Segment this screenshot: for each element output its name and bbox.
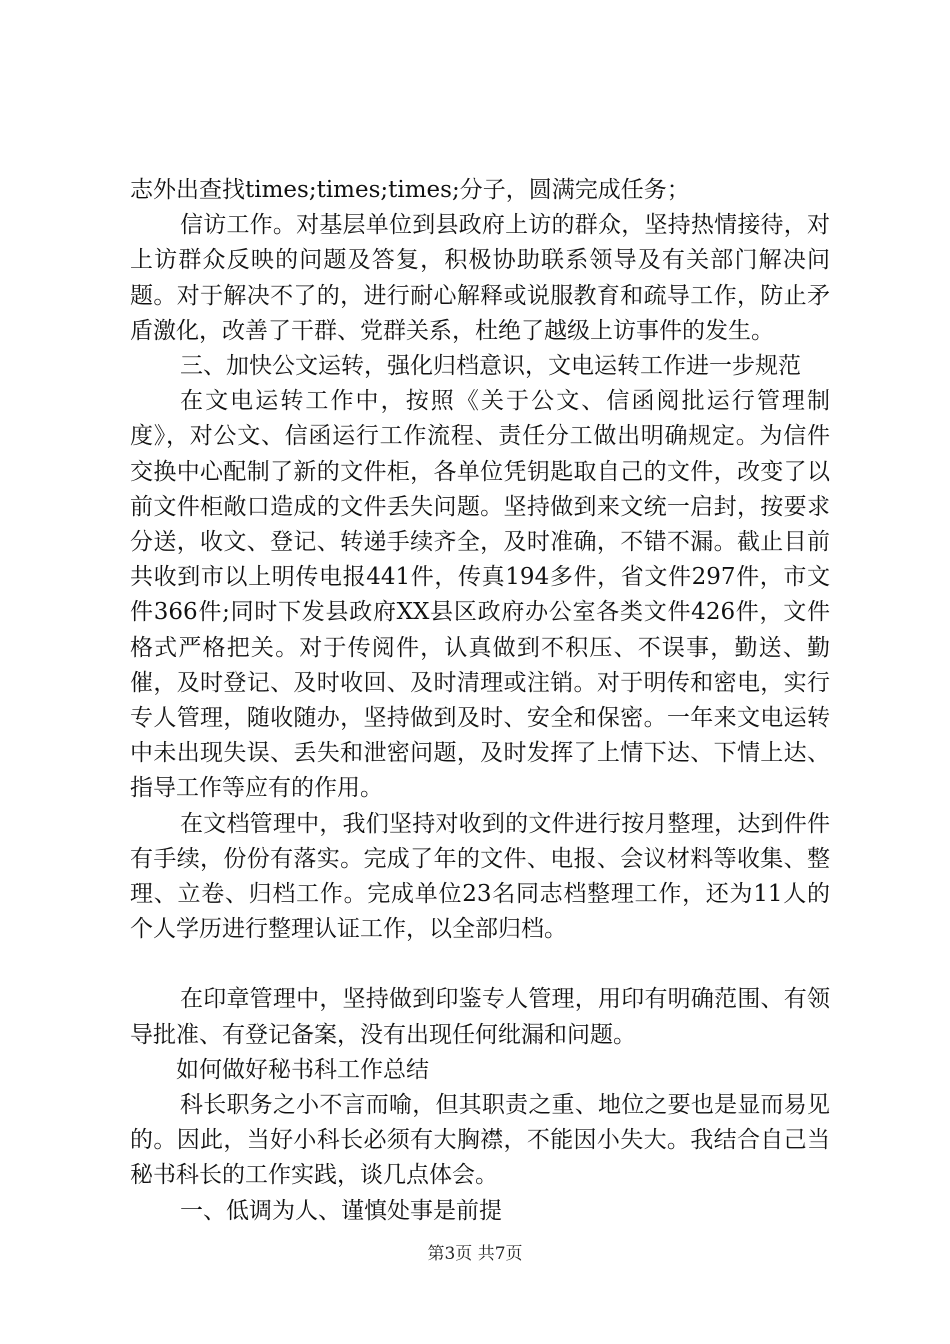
paragraph-archive-management: 在文档管理中，我们坚持对收到的文件进行按月整理，达到件件有手续，份份有落实。完成了年的文件、电报、会议材料等收集、整理、立卷、归档工作。完成单位23名同志档整理工作，还为11人的个人学历进行整理认证工作，以全部归档。 — [130, 810, 830, 943]
section-heading-document-flow: 三、加快公文运转，强化归档意识，文电运转工作进一步规范 — [180, 353, 801, 380]
paragraph-spacer — [130, 947, 830, 982]
article-title: 如何做好秘书科工作总结 — [176, 1056, 429, 1083]
paragraph-seal-management: 在印章管理中，坚持做到印鉴专人管理，用印有明确范围、有领导批准、有登记备案，没有出现任何纰漏和问题。 — [130, 986, 830, 1048]
paragraph-intro: 科长职务之小不言而喻，但其职责之重、地位之要也是显而易见的。因此，当好小科长必须有大胸襟，不能因小失大。我结合自己当秘书科长的工作实践，谈几点体会。 — [130, 1092, 830, 1189]
page-number-footer: 第3页 共7页 — [427, 1244, 523, 1264]
paragraph-continuation: 志外出查找times;times;times;分子，圆满完成任务； — [130, 177, 690, 203]
section-heading-low-profile: 一、低调为人、谨慎处事是前提 — [180, 1197, 502, 1224]
paragraph-document-flow: 在文电运转工作中，按照《关于公文、信函阅批运行管理制度》，对公文、信函运行工作流程、责任分工做出明确规定。为信件交换中心配制了新的文件柜，各单位凭钥匙取自己的文件，改变了以前文件柜敞口造成的文件丢失问题。坚持做到来文统一启封，按要求分送，收文、登记、转递手续齐全，及时准确，不错不漏。截止目前共收到市以上明传电报441件，传真194多件，省文件297件，市文件366件;同时下发县政府XX县区政府办公室各类文件426件，文件格式严格把关。对于传阅件，认真做到不积压、不误事，勤送、勤催，及时登记、及时收回、及时清理或注销。对于明传和密电，实行专人管理，随收随办，坚持做到及时、安全和保密。一年来文电运转中未出现失误、丢失和泄密问题，及时发挥了上情下达、下情上达、指导工作等应有的作用。 — [130, 388, 830, 802]
document-body — [130, 173, 830, 1229]
paragraph-petition-work: 信访工作。对基层单位到县政府上访的群众，坚持热情接待，对上访群众反映的问题及答复，积极协助联系领导及有关部门解决问题。对于解决不了的，进行耐心解释或说服教育和疏导工作，防止矛盾激化，改善了干群、党群关系，杜绝了越级上访事件的发生。 — [130, 212, 830, 344]
